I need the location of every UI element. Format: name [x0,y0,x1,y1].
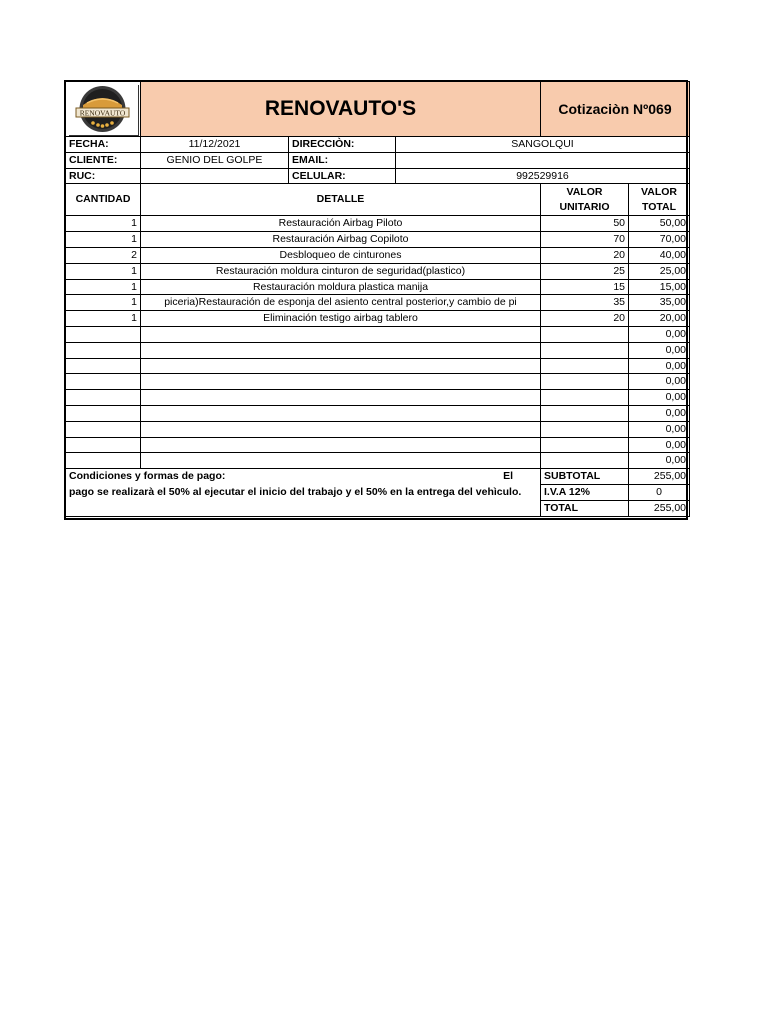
item-unit-price: 70 [541,232,629,248]
table-row [66,247,690,263]
item-quantity: 1 [66,279,141,295]
item-quantity [66,405,141,421]
conditions-text: pago se realizarà el 50% al ejecutar el inicio del trabajo y el 50% en la entrega del vehìculo. [69,485,522,498]
header-row [66,82,690,137]
col-cantidad: CANTIDAD [66,184,141,216]
item-total: 20,00 [629,311,690,327]
item-quantity [66,342,141,358]
item-quantity [66,437,141,453]
iva-value: 0 [629,484,690,500]
item-detail: Eliminación testigo airbag tablero [141,311,541,327]
logo-text: RENOVAUTO [79,108,126,118]
table-row [66,326,690,342]
info-row-ruc [66,168,690,184]
item-quantity: 1 [66,263,141,279]
item-total: 0,00 [629,342,690,358]
table-row [66,263,690,279]
item-quantity [66,453,141,469]
item-total: 0,00 [629,421,690,437]
table-row [66,437,690,453]
table-row [66,216,690,232]
item-unit-price [541,342,629,358]
table-row [66,358,690,374]
table-row [66,405,690,421]
item-total: 70,00 [629,232,690,248]
item-unit-price [541,326,629,342]
item-detail [141,421,541,437]
celular-label: CELULAR: [289,168,396,184]
item-unit-price [541,437,629,453]
item-total: 0,00 [629,405,690,421]
ruc-label: RUC: [66,168,141,184]
item-detail: Desbloqueo de cinturones [141,247,541,263]
items-body [66,216,690,469]
item-quantity: 1 [66,216,141,232]
item-detail [141,374,541,390]
item-total: 0,00 [629,453,690,469]
item-detail [141,437,541,453]
item-unit-price: 15 [541,279,629,295]
company-title: RENOVAUTO'S [141,82,541,137]
item-unit-price: 20 [541,311,629,327]
item-total: 35,00 [629,295,690,311]
logo-emblem-icon [67,83,138,135]
table-row [66,453,690,469]
total-value: 255,00 [629,500,690,516]
table-row [66,295,690,311]
col-valor-total: VALOR TOTAL [629,184,690,216]
subtotal-label: SUBTOTAL [541,469,629,485]
table-row [66,342,690,358]
item-quantity: 2 [66,247,141,263]
info-row-cliente [66,152,690,168]
item-unit-price [541,358,629,374]
ruc-value [141,168,289,184]
item-detail [141,326,541,342]
fecha-label: FECHA: [66,137,141,153]
celular-value: 992529916 [396,168,690,184]
item-total: 0,00 [629,326,690,342]
table-row [66,311,690,327]
quote-number: Cotizaciòn Nº069 [541,82,690,137]
item-total: 0,00 [629,437,690,453]
logo-cell [66,82,141,137]
quote-table [65,81,690,517]
item-unit-price [541,453,629,469]
item-total: 25,00 [629,263,690,279]
item-unit-price: 50 [541,216,629,232]
company-logo [67,83,138,135]
direccion-label: DIRECCIÒN: [289,137,396,153]
item-quantity: 1 [66,295,141,311]
info-row-fecha [66,137,690,153]
cliente-label: CLIENTE: [66,152,141,168]
quote-sheet [65,81,689,517]
item-detail [141,358,541,374]
conditions-label: Condiciones y formas de pago: [69,470,226,483]
item-unit-price [541,421,629,437]
item-quantity [66,358,141,374]
total-label: TOTAL [541,500,629,516]
item-quantity: 1 [66,232,141,248]
direccion-value: SANGOLQUI [396,137,690,153]
item-quantity: 1 [66,311,141,327]
item-detail: Restauración Airbag Piloto [141,216,541,232]
table-row [66,279,690,295]
fecha-value: 11/12/2021 [141,137,289,153]
item-detail [141,405,541,421]
col-valor-unitario: VALOR UNITARIO [541,184,629,216]
item-detail [141,342,541,358]
iva-label: I.V.A 12% [541,484,629,500]
item-detail [141,453,541,469]
email-value [396,152,690,168]
table-row [66,232,690,248]
item-detail: Restauración moldura cinturon de seguridad(plastico) [141,263,541,279]
table-row [66,390,690,406]
table-row [66,374,690,390]
item-unit-price: 20 [541,247,629,263]
item-detail: Restauración Airbag Copiloto [141,232,541,248]
item-unit-price: 25 [541,263,629,279]
conditions-el: El [503,470,513,483]
payment-conditions [66,469,541,516]
item-quantity [66,374,141,390]
item-total: 40,00 [629,247,690,263]
item-unit-price [541,374,629,390]
item-total: 0,00 [629,358,690,374]
item-unit-price [541,390,629,406]
item-total: 15,00 [629,279,690,295]
cliente-value: GENIO DEL GOLPE [141,152,289,168]
item-detail: piceria)Restauración de esponja del asiento central posterior,y cambio de pi [141,295,541,311]
footer-row-subtotal [66,469,690,485]
item-unit-price: 35 [541,295,629,311]
item-detail: Restauración moldura plastica manija [141,279,541,295]
column-header-row [66,184,690,216]
item-total: 50,00 [629,216,690,232]
subtotal-value: 255,00 [629,469,690,485]
item-quantity [66,390,141,406]
item-total: 0,00 [629,390,690,406]
item-quantity [66,421,141,437]
item-quantity [66,326,141,342]
item-unit-price [541,405,629,421]
email-label: EMAIL: [289,152,396,168]
item-detail [141,390,541,406]
col-detalle: DETALLE [141,184,541,216]
item-total: 0,00 [629,374,690,390]
table-row [66,421,690,437]
